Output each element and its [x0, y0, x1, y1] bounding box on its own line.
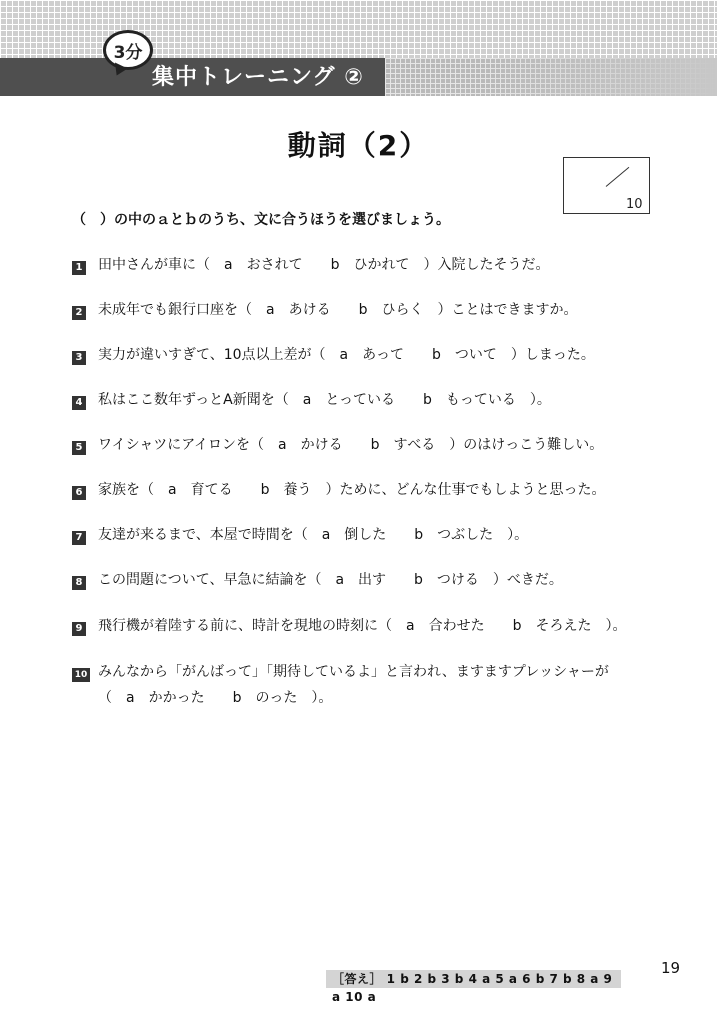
- question-text: 実力が違いすぎて、10点以上差が（ a あって b ついて ）しまった。: [98, 347, 595, 363]
- question-text: 家族を（ a 育てる b 養う ）ために、どんな仕事でもしようと思った。: [98, 482, 606, 498]
- question-text: 飛行機が着陸する前に、時計を現地の時刻に（ a 合わせた b そろえた ）。: [98, 618, 627, 634]
- question-number: 3: [72, 351, 86, 365]
- question-text-continued: （ a かかった b のった ）。: [98, 690, 333, 706]
- score-total: 10: [626, 197, 643, 212]
- question-number: 2: [72, 306, 86, 320]
- question-4: [72, 387, 551, 413]
- question-3: [72, 342, 595, 368]
- instruction: （ ）の中のａとｂのうち、文に合うほうを選びましょう。: [72, 212, 450, 228]
- header-band-mosaic: [385, 58, 717, 96]
- section-title: 集中トレーニング ②: [152, 65, 364, 90]
- answer-key: ［答え］ 1 b 2 b 3 b 4 a 5 a 6 b 7 b 8 a 9 a 10 a: [326, 970, 621, 988]
- question-number: 9: [72, 622, 86, 636]
- time-badge: [103, 30, 153, 70]
- question-number: 4: [72, 396, 86, 410]
- time-badge-label: 3分: [113, 42, 143, 63]
- question-9: [72, 613, 626, 639]
- question-number: 1: [72, 261, 86, 275]
- question-text: 私はここ数年ずっとA新聞を（ a とっている b もっている ）。: [98, 392, 551, 408]
- question-7: [72, 522, 528, 548]
- question-number: 8: [72, 576, 86, 590]
- question-6: [72, 477, 605, 503]
- question-5: [72, 432, 603, 458]
- question-2: [72, 297, 577, 323]
- question-number: 7: [72, 531, 86, 545]
- question-text: この問題について、早急に結論を（ a 出す b つける ）べきだ。: [98, 572, 563, 588]
- question-10: [72, 659, 609, 711]
- question-text: ワイシャツにアイロンを（ a かける b すべる ）のはけっこう難しい。: [98, 437, 604, 453]
- question-8: [72, 567, 563, 593]
- question-number: 10: [72, 668, 90, 682]
- page-title: 動詞（2）: [287, 129, 430, 162]
- page-number: 19: [661, 959, 681, 977]
- question-number: 6: [72, 486, 86, 500]
- question-text: 田中さんが車に（ a おされて b ひかれて ）入院したそうだ。: [98, 257, 550, 273]
- question-text: 未成年でも銀行口座を（ a あける b ひらく ）ことはできますか。: [98, 302, 578, 318]
- question-number: 5: [72, 441, 86, 455]
- question-text: みんなから「がんばって」「期待しているよ」と言われ、ますますプレッシャーが: [98, 664, 609, 680]
- question-text: 友達が来るまで、本屋で時間を（ a 倒した b つぶした ）。: [98, 527, 529, 543]
- question-1: [72, 252, 549, 278]
